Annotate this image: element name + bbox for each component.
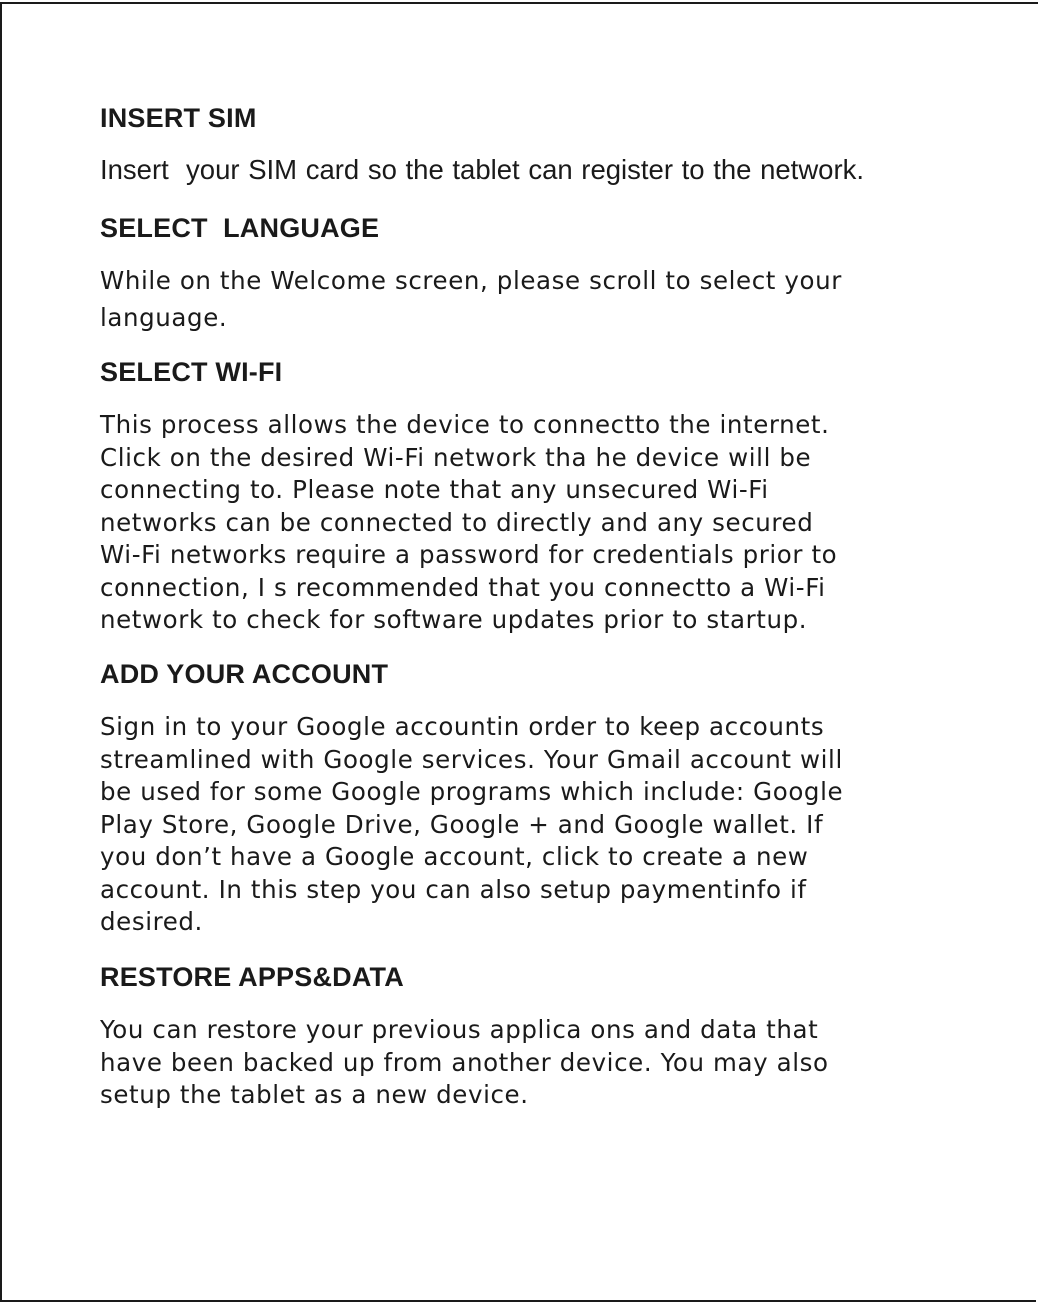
- account-line: account. In this step you can also setup paymentinfo if: [100, 874, 807, 904]
- account-line: Sign in to your Google accountin order to keep accounts: [100, 712, 825, 741]
- heading-select-wifi: SELECT WI-FI: [100, 357, 283, 387]
- account-line: you don’t have a Google account, click to create a new: [100, 842, 809, 871]
- account-line: Play Store, Google Drive, Google + and Google wallet. If: [100, 809, 824, 839]
- account-line: desired.: [100, 907, 203, 936]
- restore-line: You can restore your previous applica ons and data that: [100, 1015, 819, 1044]
- restore-line: setup the tablet as a new device.: [100, 1080, 529, 1109]
- wifi-line: Wi-Fi networks require a password for credentials prior to: [100, 540, 838, 569]
- wifi-line: connection, I s recommended that you connectto a Wi-Fi: [100, 572, 826, 602]
- language-line: language.: [100, 302, 228, 332]
- account-line: streamlined with Google services. Your Gmail account will: [100, 744, 843, 774]
- heading-insert-sim: INSERT SIM: [100, 103, 257, 133]
- heading-select-language: SELECT LANGUAGE: [100, 213, 380, 243]
- section-insert-sim: [100, 102, 990, 185]
- account-line: be used for some Google programs which include: Google: [100, 777, 844, 806]
- section-restore-apps: [100, 961, 990, 1109]
- language-line: While on the Welcome screen, please scroll to select your: [100, 266, 842, 295]
- section-select-wifi: [100, 356, 990, 634]
- heading-restore-apps: RESTORE APPS&DATA: [100, 962, 404, 992]
- wifi-line: networks can be connected to directly and any secured: [100, 507, 814, 537]
- heading-add-account: ADD YOUR ACCOUNT: [100, 659, 389, 689]
- wifi-line: connecting to. Please note that any unsecured Wi-Fi: [100, 475, 769, 504]
- corner-mark: [1020, 2, 1038, 4]
- wifi-line: This process allows the device to connectto the internet.: [100, 410, 830, 439]
- restore-line: have been backed up from another device. You may also: [100, 1047, 829, 1077]
- section-select-language: [100, 212, 990, 332]
- insert-sim-text: Insert your SIM card so the tablet can register to the network.: [100, 154, 865, 185]
- wifi-line: network to check for software updates prior to startup.: [100, 605, 808, 634]
- wifi-line: Click on the desired Wi-Fi network tha he device will be: [100, 442, 812, 472]
- section-add-account: [100, 658, 990, 936]
